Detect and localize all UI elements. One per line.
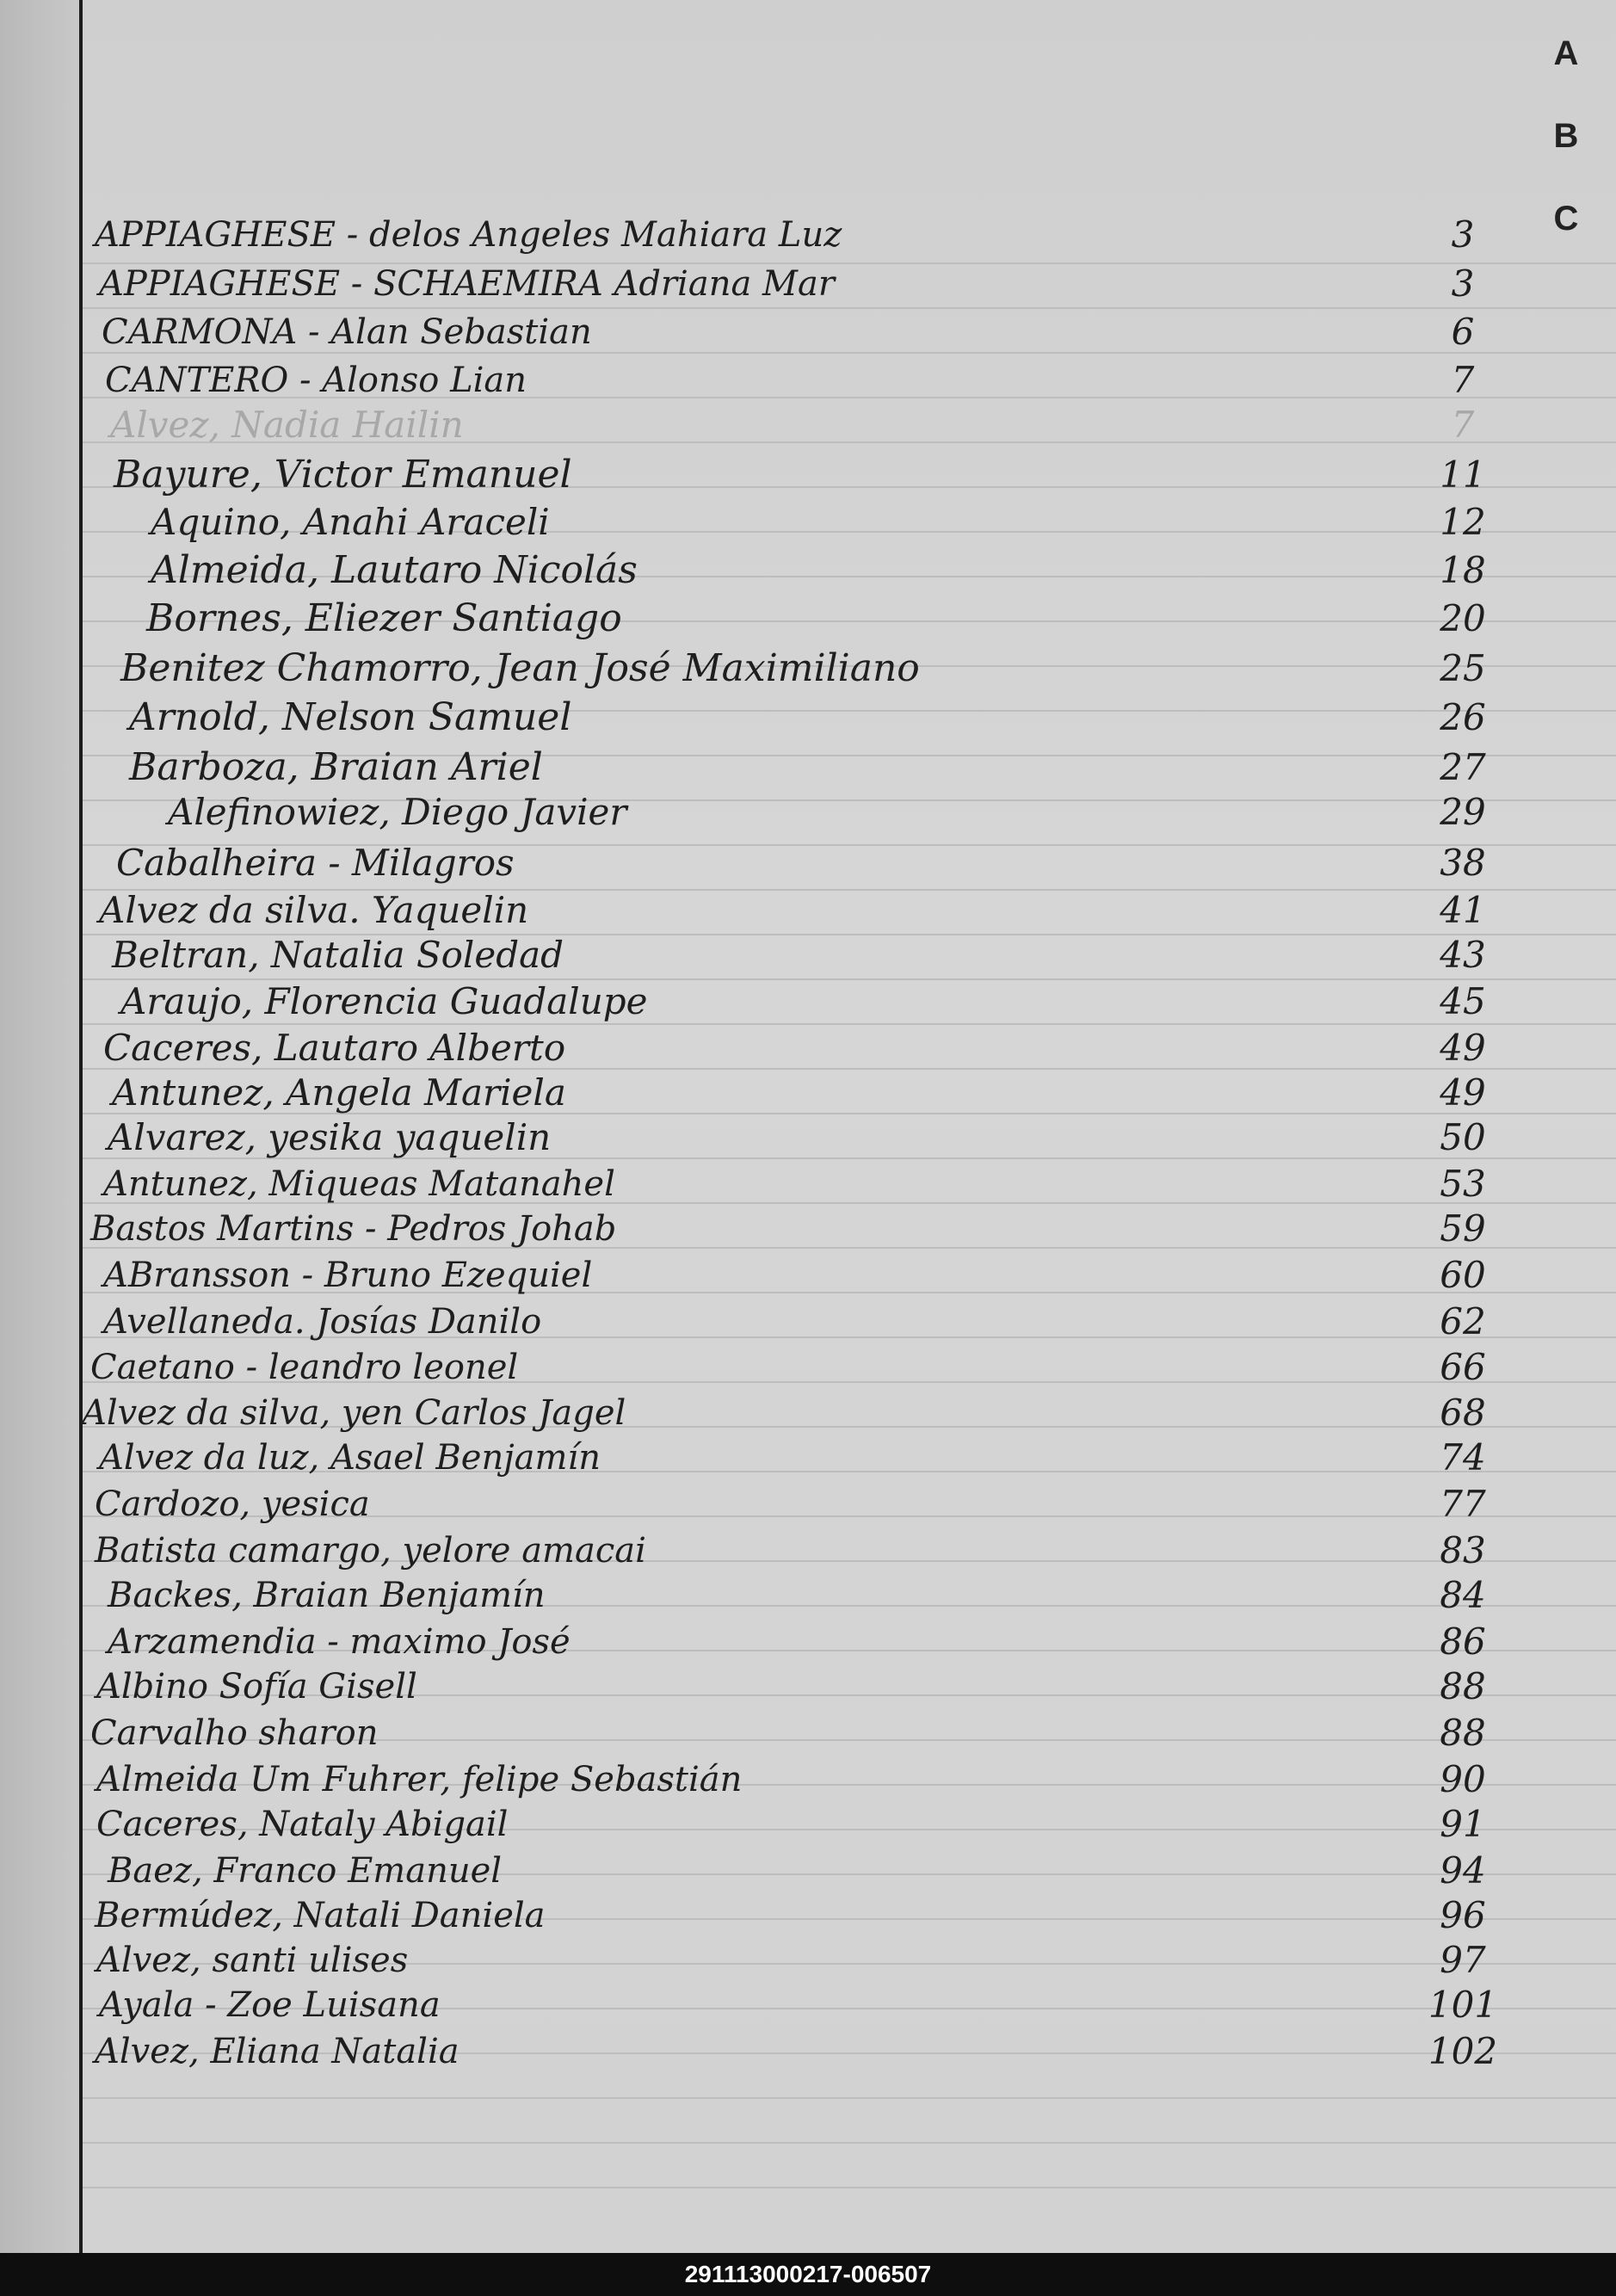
index-entry [0, 1892, 1616, 1940]
entry-name: CANTERO - Alonso Lian [105, 361, 527, 400]
entry-page-number: 102 [1428, 2030, 1498, 2072]
entry-page-number: 41 [1440, 889, 1486, 931]
index-entry [0, 1343, 1616, 1392]
index-entry [0, 308, 1616, 356]
entry-page-number: 20 [1440, 597, 1486, 639]
index-entry [0, 2028, 1616, 2076]
entry-name: APPIAGHESE - delos Angeles Mahiara Luz [95, 215, 842, 255]
entry-name: APPIAGHESE - SCHAEMIRA Adriana Mar [99, 264, 835, 304]
entry-page-number: 66 [1440, 1346, 1486, 1388]
entry-name: Bermúdez, Natali Daniela [95, 1896, 546, 1935]
entry-page-number: 49 [1440, 1027, 1486, 1069]
index-entry [0, 886, 1616, 935]
entry-page-number: 53 [1440, 1163, 1486, 1205]
index-entry [0, 694, 1616, 742]
entry-page-number: 62 [1440, 1300, 1486, 1342]
entry-name: Alvez da silva. Yaquelin [99, 889, 529, 931]
index-entry [0, 839, 1616, 887]
index-entry [0, 744, 1616, 792]
entry-name: Alvez, Nadia Hailin [110, 404, 464, 446]
entry-page-number: 7 [1451, 359, 1475, 401]
entry-name: Almeida, Lautaro Nicolás [151, 548, 638, 592]
index-entry [0, 931, 1616, 979]
index-entry [0, 1618, 1616, 1666]
index-entry [0, 1024, 1616, 1072]
entry-page-number: 49 [1440, 1071, 1486, 1114]
index-entry [0, 1800, 1616, 1849]
entry-page-number: 27 [1440, 746, 1486, 788]
entry-page-number: 101 [1428, 1984, 1498, 2026]
entry-name: Carvalho sharon [90, 1713, 379, 1753]
entry-page-number: 11 [1440, 454, 1486, 496]
entry-name: Arzamendia - maximo José [108, 1622, 571, 1662]
index-entry [0, 451, 1616, 499]
index-entry [0, 1298, 1616, 1346]
entry-page-number: 91 [1440, 1803, 1486, 1845]
entry-name: Bastos Martins - Pedros Johab [90, 1209, 617, 1249]
entry-page-number: 3 [1451, 213, 1475, 256]
index-entry [0, 1389, 1616, 1437]
index-tab-a: A [1553, 34, 1579, 72]
entry-name: Batista camargo, yelore amacai [95, 1531, 646, 1571]
entry-page-number: 68 [1440, 1392, 1486, 1434]
entry-name: Almeida Um Fuhrer, felipe Sebastián [96, 1760, 743, 1799]
entry-page-number: 7 [1451, 404, 1475, 446]
index-entry [0, 260, 1616, 308]
entry-name: Alvarez, yesika yaquelin [108, 1116, 552, 1158]
entry-page-number: 50 [1440, 1116, 1486, 1158]
index-entry [0, 1571, 1616, 1620]
index-entry [0, 978, 1616, 1026]
entry-page-number: 25 [1440, 647, 1486, 689]
index-entry [0, 546, 1616, 595]
entry-name: Alvez, Eliana Natalia [95, 2032, 460, 2071]
entry-name: Arnold, Nelson Samuel [129, 695, 572, 739]
index-entry [0, 1709, 1616, 1757]
entry-page-number: 38 [1440, 842, 1486, 884]
entry-name: Benitez Chamorro, Jean José Maximiliano [120, 646, 920, 690]
image-caption: 291113000217-006507 [0, 2253, 1616, 2296]
index-entry [0, 1480, 1616, 1528]
index-entry [0, 1160, 1616, 1208]
entry-name: Avellaneda. Josías Danilo [103, 1302, 542, 1342]
entry-name: Baez, Franco Emanuel [108, 1851, 503, 1891]
entry-page-number: 86 [1440, 1620, 1486, 1663]
entry-page-number: 94 [1440, 1849, 1486, 1892]
index-entry [0, 401, 1616, 449]
index-entry [0, 1527, 1616, 1575]
index-entry [0, 1936, 1616, 1984]
entry-name: Araujo, Florencia Guadalupe [120, 980, 648, 1022]
entry-page-number: 60 [1440, 1254, 1486, 1296]
entry-name: Antunez, Angela Mariela [112, 1071, 566, 1114]
index-entry [0, 1663, 1616, 1711]
index-entry [0, 1251, 1616, 1299]
entry-name: Caetano - leandro leonel [90, 1348, 519, 1387]
entry-page-number: 77 [1440, 1483, 1486, 1525]
index-entry [0, 1847, 1616, 1895]
entry-name: Barboza, Braian Ariel [129, 745, 543, 789]
entry-name: Alvez, santi ulises [96, 1941, 409, 1980]
entry-name: Cabalheira - Milagros [116, 842, 515, 884]
entry-name: CARMONA - Alan Sebastian [102, 312, 592, 352]
entry-name: Bornes, Eliezer Santiago [146, 596, 622, 640]
entry-page-number: 29 [1440, 791, 1486, 833]
entry-name: Bayure, Victor Emanuel [114, 453, 572, 497]
index-entry [0, 1114, 1616, 1162]
entry-name: ABransson - Bruno Ezequiel [103, 1256, 593, 1295]
entry-page-number: 12 [1440, 501, 1486, 543]
index-entry [0, 1756, 1616, 1804]
entry-page-number: 43 [1440, 934, 1486, 976]
entry-page-number: 26 [1440, 696, 1486, 738]
entry-page-number: 6 [1451, 311, 1475, 353]
index-entry [0, 1205, 1616, 1253]
entry-name: Beltran, Natalia Soledad [112, 934, 564, 976]
entry-page-number: 45 [1440, 980, 1486, 1022]
entry-name: Ayala - Zoe Luisana [99, 1985, 441, 2025]
entry-name: Cardozo, yesica [95, 1484, 370, 1524]
entry-name: Caceres, Lautaro Alberto [103, 1027, 566, 1069]
index-entry [0, 356, 1616, 404]
entry-page-number: 88 [1440, 1665, 1486, 1707]
entry-name: Aquino, Anahi Araceli [151, 501, 550, 543]
index-entry [0, 498, 1616, 546]
entry-page-number: 97 [1440, 1939, 1486, 1981]
index-entry [0, 211, 1616, 259]
entry-page-number: 18 [1440, 549, 1486, 591]
index-entry [0, 595, 1616, 643]
index-tab-c: C [1553, 200, 1579, 238]
entry-page-number: 59 [1440, 1207, 1486, 1250]
entry-name: Alefinowiez, Diego Javier [168, 791, 627, 833]
entry-page-number: 74 [1440, 1436, 1486, 1478]
entry-page-number: 90 [1440, 1758, 1486, 1800]
entry-page-number: 83 [1440, 1529, 1486, 1571]
entry-name: Alvez da luz, Asael Benjamín [99, 1438, 601, 1478]
index-entry [0, 1981, 1616, 2029]
entry-name: Albino Sofía Gisell [96, 1667, 417, 1707]
entry-name: Alvez da silva, yen Carlos Jagel [82, 1393, 626, 1433]
index-entry [0, 645, 1616, 693]
entry-page-number: 84 [1440, 1574, 1486, 1616]
index-tab-b: B [1553, 117, 1579, 155]
entry-name: Caceres, Nataly Abigail [96, 1805, 509, 1844]
entry-name: Backes, Braian Benjamín [108, 1576, 546, 1615]
index-entry [0, 788, 1616, 836]
entry-page-number: 3 [1451, 262, 1475, 305]
index-entry [0, 1069, 1616, 1117]
index-entry [0, 1434, 1616, 1482]
entry-name: Antunez, Miqueas Matanahel [103, 1164, 615, 1204]
entry-page-number: 96 [1440, 1894, 1486, 1936]
entry-page-number: 88 [1440, 1712, 1486, 1754]
